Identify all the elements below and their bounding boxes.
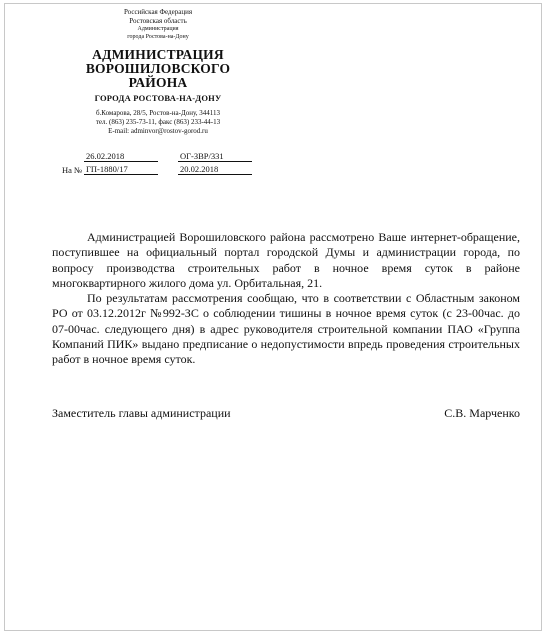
letterhead-email: E-mail: adminvor@rostov-gorod.ru — [108, 127, 208, 135]
letterhead-subtitle: ГОРОДА РОСТОВА-НА-ДОНУ — [94, 93, 222, 103]
letterhead-title-3: РАЙОНА — [128, 75, 188, 90]
signatory-position: Заместитель главы администрации — [52, 406, 231, 420]
letterhead-country: Российская Федерация — [123, 8, 193, 16]
letterhead-address: б.Комарова, 28/5, Ростов-на-Дону, 344113 — [95, 109, 221, 117]
signatory-name: С.В. Марченко — [444, 406, 520, 420]
letterhead-title-2: ВОРОШИЛОВСКОГО — [85, 61, 231, 76]
body-paragraph-1: Администрацией Ворошиловского района рассмотрено Ваше интернет-обращение, поступившее на официальный портал городской Думы и администрации города, по вопросу производства строительных работ в ночное время суток в районе многоквартирного жилого дома ул. Орбитальная, 21. — [52, 230, 520, 290]
letterhead — [58, 8, 258, 136]
letterhead-region: Ростовская область — [129, 16, 187, 25]
letterhead-authority: Администрация — [137, 26, 179, 32]
registration-number: ОГ-ЗВР/331 — [178, 151, 252, 162]
body-paragraph-2: По результатам рассмотрения сообщаю, что в соответствии с Областным законом РО от 03.12.2012г №992-ЗС о соблюдении тишины в ночное время суток (с 23-00час. до 07-00час. следующего дня) в адрес руководителя строительной компании ПАО «Группа Компаний ПИК» выдано предписание о недопустимости впредь проведения строительных работ в ночное время суток. — [52, 291, 520, 367]
letter-body — [52, 230, 520, 368]
letterhead-city: города Ростова-на-Дону — [127, 34, 189, 40]
reference-number: ГП-1880/17 — [84, 164, 158, 175]
letterhead-phones: тел. (863) 235-73-11, факс (863) 233-44-13 — [95, 118, 221, 126]
letterhead-title-1: АДМИНИСТРАЦИЯ — [92, 47, 224, 62]
registration-date: 26.02.2018 — [84, 151, 158, 162]
signature-block — [52, 406, 520, 421]
reference-label: На № — [62, 165, 83, 175]
reference-date: 20.02.2018 — [178, 164, 252, 175]
